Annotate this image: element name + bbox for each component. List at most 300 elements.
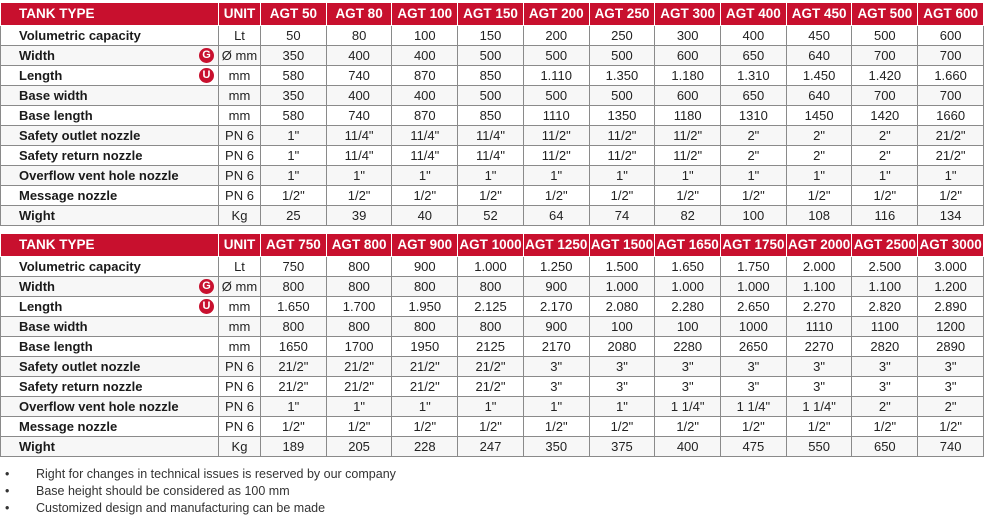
value-cell: 1/2" <box>326 417 392 437</box>
value-cell: 3.000 <box>918 257 984 277</box>
model-header: AGT 450 <box>786 3 852 26</box>
value-cell: 3" <box>523 377 589 397</box>
value-cell: 3" <box>786 357 852 377</box>
row-label-cell <box>1 166 219 186</box>
row-label: Safety outlet nozzle <box>19 359 141 374</box>
row-label-cell <box>1 317 219 337</box>
value-cell: 400 <box>392 86 458 106</box>
unit-cell: Ø mm <box>219 46 261 66</box>
value-cell: 1.200 <box>918 277 984 297</box>
value-cell: 3" <box>589 357 655 377</box>
value-cell: 1.420 <box>852 66 918 86</box>
unit-cell: PN 6 <box>219 417 261 437</box>
value-cell: 1/2" <box>852 186 918 206</box>
value-cell: 1 1/4" <box>721 397 787 417</box>
row-label-cell <box>1 437 219 457</box>
bullet-icon: • <box>5 484 10 498</box>
model-header: AGT 200 <box>523 3 589 26</box>
model-header: AGT 600 <box>918 3 984 26</box>
table-row <box>1 417 984 437</box>
model-header: AGT 400 <box>721 3 787 26</box>
value-cell: 750 <box>261 257 327 277</box>
value-cell: 650 <box>721 46 787 66</box>
value-cell: 870 <box>392 66 458 86</box>
value-cell: 2.280 <box>655 297 721 317</box>
value-cell: 1660 <box>918 106 984 126</box>
value-cell: 1/2" <box>721 417 787 437</box>
value-cell: 800 <box>392 277 458 297</box>
note-item <box>0 466 984 483</box>
value-cell: 1 1/4" <box>786 397 852 417</box>
value-cell: 2" <box>852 126 918 146</box>
value-cell: 800 <box>326 277 392 297</box>
value-cell: 870 <box>392 106 458 126</box>
value-cell: 1.650 <box>655 257 721 277</box>
value-cell: 800 <box>261 317 327 337</box>
value-cell: 100 <box>589 317 655 337</box>
value-cell: 650 <box>721 86 787 106</box>
value-cell: 1" <box>523 397 589 417</box>
value-cell: 3" <box>589 377 655 397</box>
value-cell: 39 <box>326 206 392 226</box>
value-cell: 1/2" <box>392 417 458 437</box>
table-row <box>1 146 984 166</box>
value-cell: 25 <box>261 206 327 226</box>
value-cell: 2.170 <box>523 297 589 317</box>
value-cell: 900 <box>523 317 589 337</box>
dimension-badge-icon: G <box>199 48 214 63</box>
model-header: AGT 2000 <box>786 234 852 257</box>
value-cell: 2" <box>721 126 787 146</box>
row-label: Base width <box>19 319 88 334</box>
row-label-cell <box>1 357 219 377</box>
row-label-cell <box>1 146 219 166</box>
table-row <box>1 46 984 66</box>
tank-type-header: TANK TYPE <box>1 3 219 26</box>
notes-list <box>0 466 984 517</box>
value-cell: 500 <box>458 46 524 66</box>
value-cell: 80 <box>326 26 392 46</box>
value-cell: 475 <box>721 437 787 457</box>
value-cell: 800 <box>458 277 524 297</box>
value-cell: 1/2" <box>458 417 524 437</box>
value-cell: 2.500 <box>852 257 918 277</box>
value-cell: 2" <box>918 397 984 417</box>
value-cell: 640 <box>786 86 852 106</box>
unit-cell: PN 6 <box>219 357 261 377</box>
row-label-cell <box>1 417 219 437</box>
row-label-cell <box>1 186 219 206</box>
value-cell: 1.660 <box>918 66 984 86</box>
value-cell: 740 <box>918 437 984 457</box>
model-header: AGT 800 <box>326 234 392 257</box>
table-row <box>1 297 984 317</box>
value-cell: 21/2" <box>326 377 392 397</box>
value-cell: 82 <box>655 206 721 226</box>
row-label-cell <box>1 377 219 397</box>
value-cell: 2890 <box>918 337 984 357</box>
value-cell: 1110 <box>523 106 589 126</box>
value-cell: 1950 <box>392 337 458 357</box>
note-item <box>0 483 984 500</box>
value-cell: 1420 <box>852 106 918 126</box>
value-cell: 11/4" <box>326 126 392 146</box>
row-label: Message nozzle <box>19 419 118 434</box>
value-cell: 205 <box>326 437 392 457</box>
value-cell: 1/2" <box>918 417 984 437</box>
value-cell: 21/2" <box>392 377 458 397</box>
value-cell: 3" <box>918 357 984 377</box>
model-header: AGT 100 <box>392 3 458 26</box>
value-cell: 1/2" <box>523 186 589 206</box>
value-cell: 350 <box>261 46 327 66</box>
row-label: Base length <box>19 339 93 354</box>
value-cell: 11/2" <box>655 126 721 146</box>
table-row <box>1 337 984 357</box>
row-label: Wight <box>19 439 55 454</box>
value-cell: 1.700 <box>326 297 392 317</box>
row-label: Safety return nozzle <box>19 379 143 394</box>
value-cell: 3" <box>852 377 918 397</box>
table-row <box>1 437 984 457</box>
value-cell: 1.650 <box>261 297 327 317</box>
value-cell: 1.310 <box>721 66 787 86</box>
value-cell: 1180 <box>655 106 721 126</box>
value-cell: 1.110 <box>523 66 589 86</box>
value-cell: 2270 <box>786 337 852 357</box>
value-cell: 74 <box>589 206 655 226</box>
value-cell: 3" <box>852 357 918 377</box>
value-cell: 700 <box>852 46 918 66</box>
value-cell: 1" <box>721 166 787 186</box>
unit-cell: Lt <box>219 257 261 277</box>
unit-cell: mm <box>219 317 261 337</box>
row-label-cell <box>1 397 219 417</box>
model-header: AGT 500 <box>852 3 918 26</box>
value-cell: 21/2" <box>261 357 327 377</box>
value-cell: 1.100 <box>852 277 918 297</box>
model-header: AGT 1500 <box>589 234 655 257</box>
value-cell: 850 <box>458 66 524 86</box>
table-header-row <box>1 234 984 257</box>
value-cell: 11/4" <box>458 126 524 146</box>
unit-cell: Kg <box>219 437 261 457</box>
value-cell: 740 <box>326 106 392 126</box>
value-cell: 1/2" <box>326 186 392 206</box>
unit-cell: PN 6 <box>219 126 261 146</box>
value-cell: 3" <box>918 377 984 397</box>
value-cell: 11/2" <box>589 126 655 146</box>
value-cell: 64 <box>523 206 589 226</box>
value-cell: 2.270 <box>786 297 852 317</box>
table-row <box>1 357 984 377</box>
value-cell: 11/4" <box>392 146 458 166</box>
value-cell: 3" <box>786 377 852 397</box>
bullet-icon: • <box>5 467 10 481</box>
value-cell: 1 1/4" <box>655 397 721 417</box>
unit-header: UNIT <box>219 3 261 26</box>
value-cell: 1" <box>918 166 984 186</box>
note-text: Base height should be considered as 100 mm <box>36 484 290 498</box>
table-row <box>1 377 984 397</box>
value-cell: 2.890 <box>918 297 984 317</box>
model-header: AGT 900 <box>392 234 458 257</box>
value-cell: 100 <box>721 206 787 226</box>
dimension-badge-icon: U <box>199 68 214 83</box>
value-cell: 1.180 <box>655 66 721 86</box>
spec-table-2 <box>0 233 984 457</box>
unit-cell: PN 6 <box>219 186 261 206</box>
value-cell: 1/2" <box>523 417 589 437</box>
value-cell: 11/2" <box>523 146 589 166</box>
value-cell: 1000 <box>721 317 787 337</box>
value-cell: 1.950 <box>392 297 458 317</box>
value-cell: 400 <box>326 86 392 106</box>
value-cell: 1" <box>261 397 327 417</box>
dimension-badge-icon: U <box>199 299 214 314</box>
value-cell: 1/2" <box>655 417 721 437</box>
value-cell: 2170 <box>523 337 589 357</box>
row-label: Volumetric capacity <box>19 259 141 274</box>
value-cell: 1/2" <box>655 186 721 206</box>
value-cell: 2" <box>852 397 918 417</box>
unit-cell: Kg <box>219 206 261 226</box>
value-cell: 1110 <box>786 317 852 337</box>
value-cell: 350 <box>261 86 327 106</box>
value-cell: 108 <box>786 206 852 226</box>
value-cell: 2.000 <box>786 257 852 277</box>
value-cell: 1" <box>523 166 589 186</box>
value-cell: 2.080 <box>589 297 655 317</box>
value-cell: 150 <box>458 26 524 46</box>
value-cell: 1450 <box>786 106 852 126</box>
value-cell: 3" <box>655 377 721 397</box>
value-cell: 2820 <box>852 337 918 357</box>
value-cell: 1/2" <box>918 186 984 206</box>
value-cell: 650 <box>852 437 918 457</box>
value-cell: 450 <box>786 26 852 46</box>
value-cell: 1.450 <box>786 66 852 86</box>
model-header: AGT 1250 <box>523 234 589 257</box>
value-cell: 21/2" <box>261 377 327 397</box>
value-cell: 1" <box>392 397 458 417</box>
value-cell: 850 <box>458 106 524 126</box>
value-cell: 550 <box>786 437 852 457</box>
value-cell: 52 <box>458 206 524 226</box>
value-cell: 50 <box>261 26 327 46</box>
value-cell: 2.650 <box>721 297 787 317</box>
table-row <box>1 106 984 126</box>
value-cell: 1" <box>458 166 524 186</box>
model-header: AGT 3000 <box>918 234 984 257</box>
value-cell: 1.100 <box>786 277 852 297</box>
row-label: Length <box>19 68 63 83</box>
value-cell: 1" <box>589 166 655 186</box>
value-cell: 1/2" <box>261 417 327 437</box>
value-cell: 700 <box>852 86 918 106</box>
spec-table-1 <box>0 2 984 226</box>
value-cell: 500 <box>589 86 655 106</box>
value-cell: 300 <box>655 26 721 46</box>
value-cell: 200 <box>523 26 589 46</box>
value-cell: 1650 <box>261 337 327 357</box>
value-cell: 800 <box>261 277 327 297</box>
value-cell: 2650 <box>721 337 787 357</box>
row-label: Base width <box>19 88 88 103</box>
value-cell: 1/2" <box>786 186 852 206</box>
value-cell: 1.250 <box>523 257 589 277</box>
value-cell: 1350 <box>589 106 655 126</box>
value-cell: 2.820 <box>852 297 918 317</box>
row-label: Width <box>19 48 55 63</box>
value-cell: 500 <box>523 46 589 66</box>
value-cell: 1" <box>655 166 721 186</box>
model-header: AGT 2500 <box>852 234 918 257</box>
value-cell: 11/2" <box>589 146 655 166</box>
model-header: AGT 80 <box>326 3 392 26</box>
value-cell: 228 <box>392 437 458 457</box>
dimension-badge-icon: G <box>199 279 214 294</box>
table-header-row <box>1 3 984 26</box>
row-label: Width <box>19 279 55 294</box>
value-cell: 500 <box>852 26 918 46</box>
row-label: Safety outlet nozzle <box>19 128 141 143</box>
value-cell: 800 <box>326 257 392 277</box>
value-cell: 1.000 <box>589 277 655 297</box>
unit-cell: mm <box>219 86 261 106</box>
table-row <box>1 26 984 46</box>
model-header: AGT 750 <box>261 234 327 257</box>
value-cell: 2" <box>721 146 787 166</box>
value-cell: 1" <box>786 166 852 186</box>
value-cell: 1/2" <box>589 186 655 206</box>
value-cell: 700 <box>918 86 984 106</box>
value-cell: 2125 <box>458 337 524 357</box>
value-cell: 740 <box>326 66 392 86</box>
model-header: AGT 250 <box>589 3 655 26</box>
value-cell: 134 <box>918 206 984 226</box>
value-cell: 21/2" <box>918 126 984 146</box>
value-cell: 2.125 <box>458 297 524 317</box>
row-label-cell <box>1 206 219 226</box>
note-text: Right for changes in technical issues is reserved by our company <box>36 467 396 481</box>
value-cell: 1/2" <box>392 186 458 206</box>
value-cell: 1" <box>261 146 327 166</box>
value-cell: 3" <box>721 377 787 397</box>
value-cell: 500 <box>458 86 524 106</box>
value-cell: 11/4" <box>326 146 392 166</box>
unit-cell: PN 6 <box>219 166 261 186</box>
table-row <box>1 277 984 297</box>
value-cell: 1/2" <box>852 417 918 437</box>
row-label-cell <box>1 66 219 86</box>
table-row <box>1 126 984 146</box>
unit-cell: mm <box>219 337 261 357</box>
note-text: Customized design and manufacturing can be made <box>36 501 326 515</box>
table-row <box>1 166 984 186</box>
value-cell: 1" <box>589 397 655 417</box>
value-cell: 1" <box>261 166 327 186</box>
value-cell: 3" <box>523 357 589 377</box>
value-cell: 21/2" <box>458 377 524 397</box>
value-cell: 247 <box>458 437 524 457</box>
value-cell: 100 <box>655 317 721 337</box>
value-cell: 1" <box>458 397 524 417</box>
row-label: Base length <box>19 108 93 123</box>
table-row <box>1 66 984 86</box>
value-cell: 700 <box>918 46 984 66</box>
model-header: AGT 50 <box>261 3 327 26</box>
value-cell: 500 <box>523 86 589 106</box>
value-cell: 1/2" <box>721 186 787 206</box>
value-cell: 11/2" <box>523 126 589 146</box>
value-cell: 2" <box>786 146 852 166</box>
value-cell: 1/2" <box>786 417 852 437</box>
value-cell: 1" <box>326 397 392 417</box>
table-row <box>1 186 984 206</box>
value-cell: 2080 <box>589 337 655 357</box>
unit-cell: Lt <box>219 26 261 46</box>
value-cell: 400 <box>655 437 721 457</box>
value-cell: 600 <box>655 46 721 66</box>
value-cell: 800 <box>326 317 392 337</box>
row-label-cell <box>1 277 219 297</box>
unit-cell: PN 6 <box>219 397 261 417</box>
table-row <box>1 317 984 337</box>
row-label: Volumetric capacity <box>19 28 141 43</box>
unit-cell: Ø mm <box>219 277 261 297</box>
value-cell: 600 <box>655 86 721 106</box>
value-cell: 1" <box>261 126 327 146</box>
value-cell: 400 <box>326 46 392 66</box>
row-label-cell <box>1 257 219 277</box>
value-cell: 640 <box>786 46 852 66</box>
value-cell: 1.000 <box>458 257 524 277</box>
value-cell: 11/4" <box>392 126 458 146</box>
row-label-cell <box>1 86 219 106</box>
row-label-cell <box>1 337 219 357</box>
value-cell: 400 <box>721 26 787 46</box>
value-cell: 2" <box>786 126 852 146</box>
value-cell: 11/2" <box>655 146 721 166</box>
value-cell: 1/2" <box>261 186 327 206</box>
value-cell: 1.350 <box>589 66 655 86</box>
row-label: Wight <box>19 208 55 223</box>
value-cell: 1.500 <box>589 257 655 277</box>
model-header: AGT 150 <box>458 3 524 26</box>
value-cell: 800 <box>458 317 524 337</box>
value-cell: 580 <box>261 66 327 86</box>
value-cell: 1.000 <box>721 277 787 297</box>
row-label-cell <box>1 46 219 66</box>
value-cell: 500 <box>589 46 655 66</box>
row-label: Length <box>19 299 63 314</box>
value-cell: 1700 <box>326 337 392 357</box>
value-cell: 189 <box>261 437 327 457</box>
value-cell: 1/2" <box>458 186 524 206</box>
table-row <box>1 86 984 106</box>
unit-cell: PN 6 <box>219 377 261 397</box>
value-cell: 2" <box>852 146 918 166</box>
value-cell: 21/2" <box>326 357 392 377</box>
value-cell: 1" <box>392 166 458 186</box>
value-cell: 800 <box>392 317 458 337</box>
value-cell: 375 <box>589 437 655 457</box>
row-label-cell <box>1 297 219 317</box>
unit-cell: PN 6 <box>219 146 261 166</box>
value-cell: 116 <box>852 206 918 226</box>
row-label: Safety return nozzle <box>19 148 143 163</box>
